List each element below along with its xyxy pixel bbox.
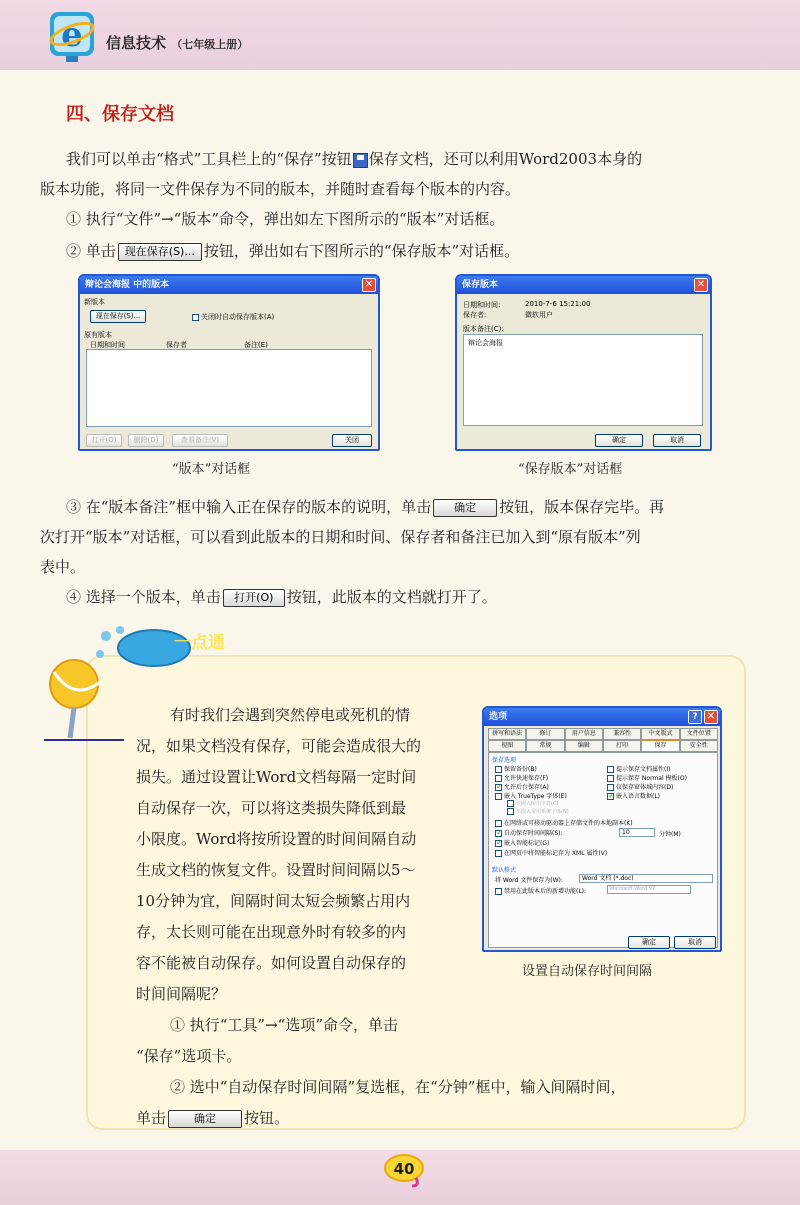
- language-data-checkbox[interactable]: [607, 791, 660, 800]
- versions-list[interactable]: [86, 349, 372, 427]
- options-dialog: [482, 706, 722, 952]
- group-save-options: 保存选项: [492, 757, 517, 764]
- tip-line-6: 10分钟为宜，间隔时间太短会频繁占用内: [136, 892, 411, 910]
- col-note-header[interactable]: 备注(E): [244, 341, 268, 349]
- disable-features-checkbox[interactable]: [495, 886, 586, 895]
- tip-line-0: 有时我们会遇到突然停电或死机的情: [170, 706, 411, 724]
- intro-line1: [66, 144, 756, 174]
- step4-b: 按钮，此版本的文档就打开了。: [286, 588, 497, 606]
- intro-line1-a: 我们可以单击“格式”工具栏上的“保存”按钮: [66, 150, 352, 168]
- prompt-properties-checkbox[interactable]: [607, 764, 670, 773]
- form-data-checkbox[interactable]: [607, 782, 673, 791]
- page-number: 40: [393, 1160, 415, 1178]
- save-icon: [353, 153, 368, 168]
- close-icon[interactable]: ✕: [694, 278, 708, 292]
- form-data-box[interactable]: [607, 784, 614, 791]
- backup-label: 保留备份(B): [504, 766, 537, 773]
- options-ok-button[interactable]: 确定: [628, 936, 670, 949]
- tip-line-3: 自动保存一次，可以将这类损失降低到最: [136, 799, 407, 817]
- tip-step1-line2: “保存”选项卡。: [136, 1047, 242, 1065]
- prompt-properties-box[interactable]: [607, 766, 614, 773]
- embed-fonts-checkbox-box[interactable]: [495, 793, 502, 800]
- tip-line-2: 损失。通过设置让Word文档每隔一定时间: [136, 768, 417, 786]
- autosave-label: 自动保存时间间隔(S):: [504, 830, 563, 837]
- save-version-titlebar: [457, 276, 710, 294]
- tabs-row2: [488, 740, 718, 752]
- embed-used-chars-checkbox[interactable]: [507, 800, 558, 807]
- note-label: 版本备注(C):: [463, 325, 504, 333]
- step3-a: ③ 在“版本备注”框中输入正在保存的版本的说明，单击: [66, 498, 432, 516]
- network-copy-checkbox[interactable]: [495, 818, 633, 827]
- embed-fonts-checkbox[interactable]: [495, 791, 567, 800]
- tabs-row1: [488, 728, 718, 740]
- saver-value: 微软用户: [525, 311, 553, 319]
- section-title: 四、保存文档: [66, 104, 174, 125]
- save-version-caption: “保存版本”对话框: [518, 462, 623, 477]
- auto-save-label: 关闭时自动保存版本(A): [201, 313, 275, 321]
- close-button[interactable]: 关闭: [332, 434, 372, 447]
- smart-tag-label: 嵌入智能标记(G): [504, 840, 550, 847]
- version-dialog: [78, 274, 380, 451]
- disable-features-select[interactable]: Microsoft Word 97: [607, 885, 691, 894]
- step1: ① 执行“文件”→“版本”命令，弹出如左下图所示的“版本”对话框。: [66, 210, 505, 228]
- backup-checkbox-box[interactable]: [495, 766, 502, 773]
- group-existing-label: 原有版本: [84, 331, 112, 339]
- embed-used-chars-box[interactable]: [507, 800, 514, 807]
- save-version-dialog: [455, 274, 712, 451]
- date-value: 2010-7-6 15:21:00: [525, 300, 591, 308]
- format-select[interactable]: Word 文档 (*.doc): [579, 874, 713, 883]
- tip-line-5: 生成文档的恢复文件。设置时间间隔以5～: [136, 861, 416, 879]
- step3-line2: 次打开“版本”对话框，可以看到此版本的日期和时间、保存者和备注已加入到“原有版本”列: [40, 528, 641, 546]
- col-saver-header[interactable]: 保存者: [166, 341, 187, 349]
- step2-a: ② 单击: [66, 242, 116, 260]
- save-tab-panel: [488, 752, 718, 948]
- fast-save-label: 允许快速保存(F): [504, 775, 549, 782]
- inline-ok-button[interactable]: 确定: [168, 1110, 242, 1128]
- autosave-checkbox[interactable]: [495, 828, 563, 837]
- no-system-fonts-label: 不嵌入常用系统字体(N): [516, 809, 569, 815]
- tip-line-7: 存，太长则可能在出现意外时有较多的内: [136, 923, 407, 941]
- date-label: 日期和时间:: [463, 301, 501, 309]
- tab-print[interactable]: 打印: [603, 740, 641, 752]
- tip-step2-line2: [136, 1103, 696, 1134]
- prompt-normal-checkbox[interactable]: [607, 773, 687, 782]
- inline-save-now-button[interactable]: 现在保存(S)...: [118, 243, 202, 261]
- disable-features-label: 禁用在此版本后的新增功能(L):: [504, 888, 587, 895]
- tip-step2-line1: ② 选中“自动保存时间间隔”复选框，在“分钟”框中，输入间隔时间，: [170, 1078, 626, 1096]
- ok-button[interactable]: 确定: [595, 434, 643, 447]
- autosave-minutes-input[interactable]: 10: [619, 828, 655, 837]
- auto-save-checkbox[interactable]: [192, 312, 274, 322]
- xml-tag-checkbox[interactable]: [495, 848, 607, 857]
- step3-b: 按钮，版本保存完毕。再: [499, 498, 665, 516]
- smart-tag-box[interactable]: [495, 840, 502, 847]
- tip-line-8: 容不能被自动保存。如何设置自动保存的: [136, 954, 407, 972]
- tip-step1-line1: ① 执行“工具”→“选项”命令，单击: [170, 1016, 399, 1034]
- xml-tag-label: 在网页中将智能标记存为 XML 属性(V): [504, 850, 608, 857]
- tip-badge-label: 一点通: [174, 633, 225, 653]
- network-copy-box[interactable]: [495, 820, 502, 827]
- version-dialog-caption: “版本”对话框: [172, 462, 251, 477]
- minutes-label: 分钟(M): [659, 831, 681, 838]
- cancel-button[interactable]: 取消: [653, 434, 701, 447]
- options-titlebar: [484, 708, 720, 726]
- tab-edit[interactable]: 编辑: [565, 740, 603, 752]
- prompt-normal-box[interactable]: [607, 775, 614, 782]
- xml-tag-box[interactable]: [495, 850, 502, 857]
- close-icon[interactable]: ✕: [362, 278, 376, 292]
- options-caption: 设置自动保存时间间隔: [522, 964, 653, 979]
- options-cancel-button[interactable]: 取消: [674, 936, 716, 949]
- step2: [66, 236, 756, 266]
- group-default-format: 默认格式: [492, 867, 517, 874]
- network-copy-label: 在网络或可移动驱动器上存储文件的本地副本(K): [504, 820, 633, 827]
- book-title: [106, 32, 248, 53]
- saver-label: 保存者:: [463, 311, 487, 319]
- embed-fonts-label: 嵌入 TrueType 字体(E): [504, 793, 567, 800]
- step2-b: 按钮，弹出如右下图所示的“保存版本”对话框。: [203, 242, 520, 260]
- fast-save-checkbox-box[interactable]: [495, 775, 502, 782]
- intro-line2: 版本功能，将同一文件保存为不同的版本，并随时查看每个版本的内容。: [40, 180, 521, 198]
- language-data-label: 嵌入语言数据(L): [616, 793, 661, 800]
- format-label: 将 Word 文件保存为(W):: [495, 877, 563, 884]
- note-textarea[interactable]: [463, 334, 703, 426]
- group-new-version-label: 新版本: [84, 298, 105, 306]
- no-system-fonts-box[interactable]: [507, 808, 514, 815]
- svg-text:e: e: [61, 15, 83, 55]
- tab-track-changes[interactable]: 修订: [526, 728, 564, 740]
- tip-step2-a: 单击: [136, 1109, 167, 1127]
- tip-line-1: 况，如果文档没有保存，可能会造成很大的: [136, 737, 422, 755]
- help-icon[interactable]: ?: [688, 710, 702, 724]
- tab-compat[interactable]: 兼容性: [603, 728, 641, 740]
- close-icon[interactable]: ✕: [704, 710, 718, 724]
- language-data-box[interactable]: [607, 793, 614, 800]
- prompt-normal-label: 提示保存 Normal 模板(O): [616, 775, 687, 782]
- note-text: 辩论会海报: [468, 339, 503, 347]
- version-dialog-titlebar: [80, 276, 378, 294]
- no-system-fonts-checkbox[interactable]: [507, 808, 569, 815]
- version-dialog-title: 辩论会海报 中的版本: [85, 280, 170, 290]
- tab-save[interactable]: 保存: [641, 740, 679, 752]
- tab-asian-typography[interactable]: 中文版式: [641, 728, 679, 740]
- options-title: 选项: [489, 712, 508, 722]
- step3-line3: 表中。: [40, 558, 86, 576]
- inline-open-button[interactable]: 打开(O): [223, 589, 285, 607]
- view-note-button[interactable]: 查看备注(V): [172, 434, 228, 447]
- ie-logo-icon: [48, 6, 98, 64]
- smart-tag-checkbox[interactable]: [495, 838, 549, 847]
- auto-save-checkbox-box[interactable]: [192, 314, 199, 321]
- step3: [66, 492, 766, 522]
- save-now-button[interactable]: 现在保存(S)...: [90, 310, 146, 323]
- autosave-checkbox-box[interactable]: [495, 830, 502, 837]
- tab-security[interactable]: 安全性: [680, 740, 718, 752]
- inline-ok-button[interactable]: 确定: [433, 499, 497, 517]
- col-date-header[interactable]: 日期和时间: [90, 341, 125, 349]
- background-save-checkbox[interactable]: [495, 782, 549, 791]
- tip-step2-b: 按钮。: [244, 1109, 290, 1127]
- step4: [66, 582, 766, 612]
- tab-file-locations[interactable]: 文件位置: [680, 728, 718, 740]
- tab-general[interactable]: 常规: [526, 740, 564, 752]
- form-data-label: 仅保存窗体域内容(D): [616, 784, 674, 791]
- open-button[interactable]: 打开(O): [86, 434, 122, 447]
- intro-line1-b: 保存文档，还可以利用Word2003本身的: [368, 150, 643, 168]
- delete-button[interactable]: 删除(D): [128, 434, 164, 447]
- disable-features-box[interactable]: [495, 888, 502, 895]
- prompt-properties-label: 提示保存文档属性(I): [616, 766, 671, 773]
- save-version-title: 保存版本: [462, 280, 499, 290]
- background-save-label: 允许后台保存(A): [504, 784, 549, 791]
- fast-save-checkbox[interactable]: [495, 773, 548, 782]
- embed-used-chars-label: 只嵌入所用字符(C): [516, 801, 559, 807]
- tip-line-4: 小限度。Word将按所设置的时间间隔自动: [136, 830, 417, 848]
- book-title-text: 信息技术: [106, 34, 167, 52]
- tip-line-9: 时间间隔呢？: [136, 985, 227, 1003]
- tab-spelling[interactable]: 拼写和语法: [488, 728, 526, 740]
- tab-user-info[interactable]: 用户信息: [565, 728, 603, 740]
- background-save-checkbox-box[interactable]: [495, 784, 502, 791]
- tab-view[interactable]: 视图: [488, 740, 526, 752]
- step4-a: ④ 选择一个版本，单击: [66, 588, 221, 606]
- backup-checkbox[interactable]: [495, 764, 537, 773]
- book-subtitle: （七年级上册）: [171, 38, 249, 51]
